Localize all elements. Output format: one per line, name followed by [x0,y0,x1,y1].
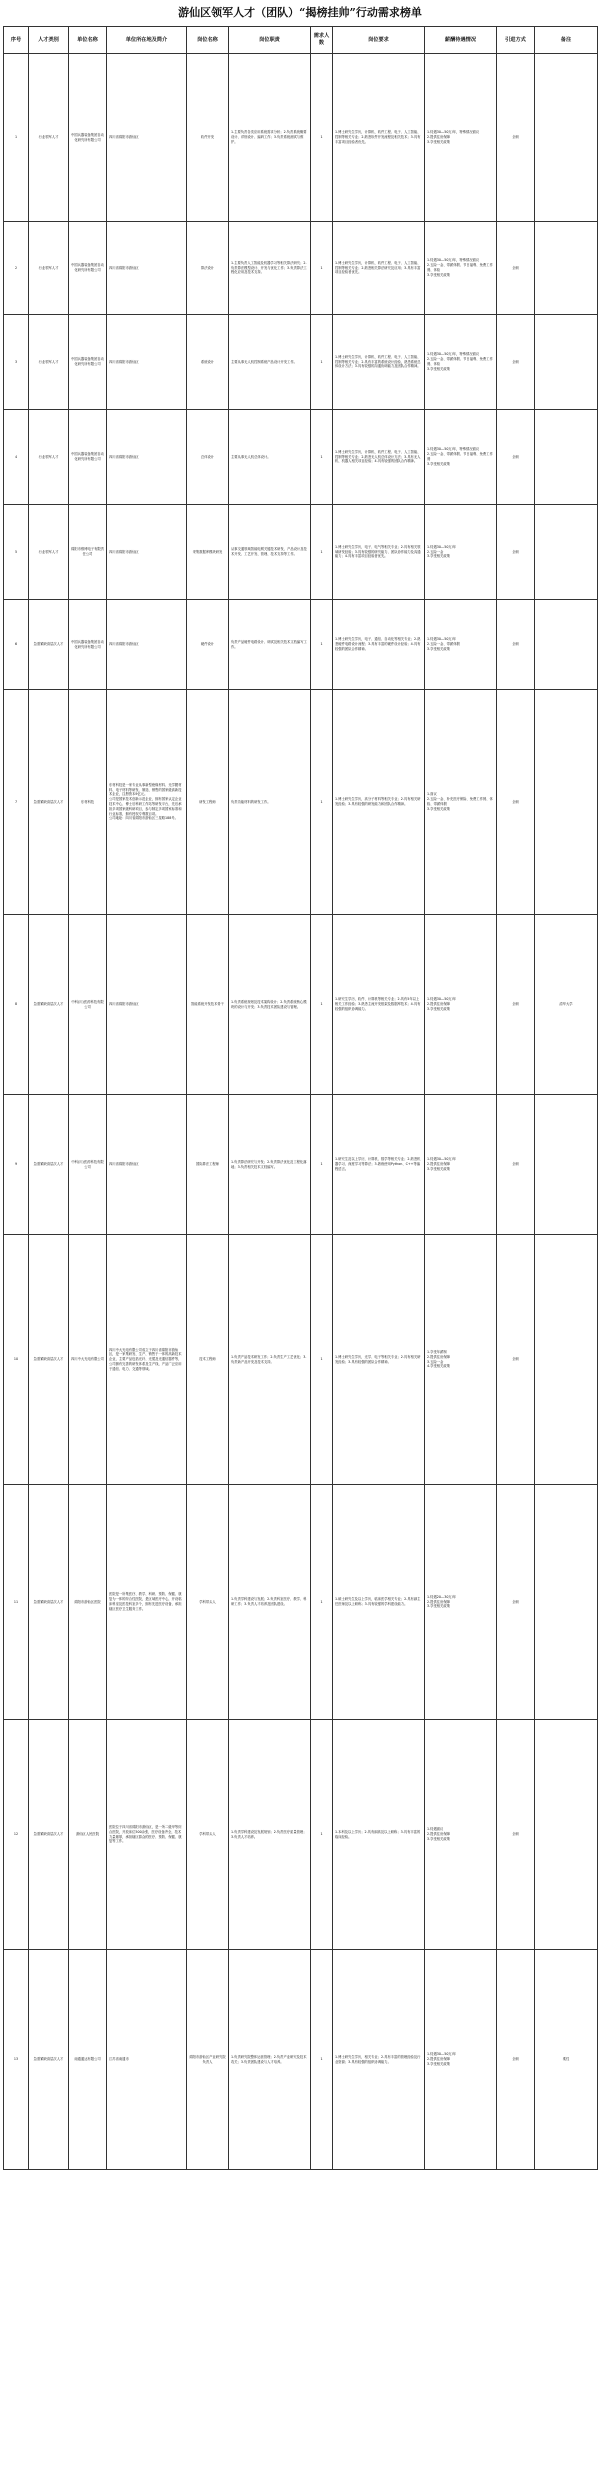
cell-company: 绵阳市维博电子有限责任公司 [69,505,107,600]
cell-no: 9 [4,1095,29,1235]
cell-requirements: 1.本科及以上学历；2.具有副高及以上职称；3.具有丰富的临床经验。 [333,1720,425,1950]
cell-category: 急需紧缺高层次人才 [29,690,69,915]
col-no: 序号 [4,27,29,54]
cell-company: 中国兵器装备集团自动化研究所有限公司 [69,315,107,410]
cell-no: 5 [4,505,29,600]
cell-method: 全职 [497,600,535,690]
cell-location: 四川省绵阳市游仙区 [107,54,187,222]
cell-count: 1 [311,690,333,915]
cell-salary: 1.待遇30—50万/年 2.提供住房保障 3.享受相关政策 [425,1095,497,1235]
cell-position: 算法设计 [187,222,229,315]
cell-count: 1 [311,915,333,1095]
cell-no: 1 [4,54,29,222]
cell-remark [535,1095,598,1235]
cell-method: 全职 [497,1720,535,1950]
cell-company: 四川中大光电有限公司 [69,1235,107,1485]
table-row [4,600,598,690]
cell-location: 四川中大光电有限公司成立于四川省绵阳市游仙区，是一家集研发、生产、销售于一体的高新技术企业，主要产品包括光纤、光缆及光通信器件等，公司拥有完善的研发体系及生产线，产品广泛应用于通信、电力、交通等领域。 [107,1235,187,1485]
cell-remark [535,690,598,915]
table-row [4,1950,598,2170]
cell-count: 1 [311,505,333,600]
cell-requirements: 1.博士研究生学历，计算机、软件工程、电子、人工智能、控制等相关专业；2.熟悉无人机总体设计方法；3.具有无人机、机器人相关项目经验；4.具有较强的团队合作精神。 [333,410,425,505]
cell-requirements: 1.博士研究生学历，高分子材料等相关专业；2.具有相关研发经验；3.具有较强的研发能力和团队合作精神。 [333,690,425,915]
cell-count: 1 [311,1235,333,1485]
cell-salary: 1.待遇30—50万/年，特殊情况面议 2.五险一金、带薪休假、节日福利、免费工作餐、体检 3.享受相关政策 [425,315,497,410]
cell-remark [535,54,598,222]
table-row [4,505,598,600]
cell-duties: 主要从事无人机控制系统产品设计开发工作。 [229,315,311,410]
cell-method: 全职 [497,915,535,1095]
cell-position: 智能系统开发技术骨干 [187,915,229,1095]
cell-method: 全职 [497,1095,535,1235]
col-method: 引进方式 [497,27,535,54]
cell-method: 全职 [497,222,535,315]
cell-location: 四川省绵阳市游仙区 [107,222,187,315]
requirements-table [3,26,598,2170]
cell-location: 四川省绵阳市游仙区 [107,1095,187,1235]
cell-company: 南通通达有限公司 [69,1950,107,2170]
cell-company: 中国兵器装备集团自动化研究所有限公司 [69,222,107,315]
cell-requirements: 1.博士研究生学历，计算机、软件工程、电子、人工智能、控制等相关专业；2.熟悉相关算法研究及应用；3.具有丰富项目经验者优先。 [333,222,425,315]
cell-remark: 清华大学 [535,915,598,1095]
cell-category: 急需紧缺高层次人才 [29,915,69,1095]
cell-no: 2 [4,222,29,315]
cell-no: 8 [4,915,29,1095]
cell-method: 全职 [497,1485,535,1720]
col-location: 单位所在地及简介 [107,27,187,54]
table-row [4,54,598,222]
cell-count: 1 [311,54,333,222]
cell-position: 国际算法工程师 [187,1095,229,1235]
cell-duties: 主要从事无人机总体设计。 [229,410,311,505]
cell-remark [535,1720,598,1950]
cell-method: 全职 [497,315,535,410]
cell-duties: 1.负责研究院整体运营管理；2.负责产业研究及技术攻关；3.负责团队建设与人才培养。 [229,1950,311,2170]
cell-remark [535,600,598,690]
cell-category: 急需紧缺高层次人才 [29,1950,69,2170]
cell-salary: 1.待遇面议 2.提供住房保障 3.享受相关政策 [425,1720,497,1950]
col-category: 人才类别 [29,27,69,54]
cell-salary: 1.待遇30—50万/年，特殊情况面议 2.提供住房保障 3.享受相关政策 [425,54,497,222]
cell-requirements: 1.博士研究生学历，光学、电子等相关专业；2.具有相关研发经验；3.具有较强的团队合作精神。 [333,1235,425,1485]
cell-requirements: 1.博士研究生学历，计算机、软件工程、电子、人工智能、控制等相关专业；2.熟悉软件开发流程及相关技术；3.具有丰富项目经验者优先。 [333,54,425,222]
cell-remark [535,315,598,410]
cell-count: 1 [311,1095,333,1235]
cell-company: 绵阳市游仙区医院 [69,1485,107,1720]
cell-no: 6 [4,600,29,690]
cell-category: 行业领军人才 [29,54,69,222]
cell-method: 全职 [497,410,535,505]
cell-location: 四川省绵阳市游仙区 [107,600,187,690]
col-requirements: 岗位要求 [333,27,425,54]
cell-category: 行业领军人才 [29,505,69,600]
cell-position: 绵阳市游仙区产业研究院负责人 [187,1950,229,2170]
cell-no: 10 [4,1235,29,1485]
cell-duties: 1.负责学科建设及发展规划；2.负责医疗质量管理；3.负责人才培养。 [229,1720,311,1950]
cell-duties: 1.负责学科建设与发展；2.负责科室医疗、教学、科研工作；3.负责人才培养及团队建设。 [229,1485,311,1720]
cell-category: 急需紧缺高层次人才 [29,1235,69,1485]
cell-position: 总体设计 [187,410,229,505]
cell-no: 3 [4,315,29,410]
cell-location: 江苏省南通市 [107,1950,187,2170]
cell-count: 1 [311,315,333,410]
cell-requirements: 1.博士研究生学历，电子、电气等相关专业；2.具有相关领域研发经验；3.具有较强的研究能力、团队协作能力及沟通能力；4.具有丰富项目经验者优先。 [333,505,425,600]
table-row [4,1720,598,1950]
cell-count: 1 [311,410,333,505]
cell-method: 全职 [497,1950,535,2170]
cell-salary: 1.面议 2.五险一金、补充医疗保险、免费工作餐、体检、带薪休假 3.享受相关政策 [425,690,497,915]
table-row [4,1235,598,1485]
cell-requirements: 1.博士研究生学历，电子、通信、自动化等相关专业；2.熟悉硬件电路设计流程；3.具有丰富的硬件设计经验；4.具有较强的团队合作精神。 [333,600,425,690]
cell-salary: 1.享受年薪制 2.提供住房保障 3.五险一金 4.享受相关政策 [425,1235,497,1485]
table-row [4,690,598,915]
cell-position: 软件开发 [187,54,229,222]
cell-company: 游仙区人民医院 [69,1720,107,1950]
cell-location: 四川省绵阳市游仙区 [107,915,187,1095]
cell-duties: 从事交通领域智能电网关键技术研发、产品设计及技术开发、工艺开发、管理、技术支持等工作。 [229,505,311,600]
cell-category: 行业领军人才 [29,315,69,410]
cell-no: 11 [4,1485,29,1720]
table-row [4,915,598,1095]
header-row [4,27,598,54]
table-row [4,1095,598,1235]
cell-category: 行业领军人才 [29,222,69,315]
col-position: 岗位名称 [187,27,229,54]
cell-company: 中国兵器装备集团自动化研究所有限公司 [69,54,107,222]
cell-count: 1 [311,1720,333,1950]
cell-company: 中科(川)医药科技有限公司 [69,1095,107,1235]
cell-duties: 1.负责产品技术研发工作；2.负责生产工艺优化；3.负责新产品开发及技术支持。 [229,1235,311,1485]
cell-category: 行业领军人才 [29,410,69,505]
cell-remark: 柔性 [535,1950,598,2170]
cell-method: 全职 [497,505,535,600]
cell-remark [535,410,598,505]
cell-remark [535,1235,598,1485]
cell-category: 急需紧缺高层次人才 [29,1485,69,1720]
cell-location: 四川省绵阳市游仙区 [107,410,187,505]
cell-remark [535,222,598,315]
cell-no: 7 [4,690,29,915]
col-remark: 备注 [535,27,598,54]
cell-position: 系统设计 [187,315,229,410]
col-salary: 薪酬待遇情况 [425,27,497,54]
cell-requirements: 1.博士研究生学历，相关专业；2.具有丰富的管理经验及行业资源；3.具有较强的组织协调能力。 [333,1950,425,2170]
cell-company: 东材科技 [69,690,107,915]
table-row [4,315,598,410]
cell-requirements: 1.硕士研究生及以上学历，临床医学相关专业；2.具有副主任医师及以上职称；3.具有较强的学科建设能力。 [333,1485,425,1720]
cell-duties: 1.负责算法研究与开发；2.负责算法优化及工程化落地；3.负责相关技术文档编写。 [229,1095,311,1235]
cell-requirements: 1.博士研究生学历，计算机、软件工程、电子、人工智能、控制等相关专业；2.具有丰富的系统设计经验，熟悉系统总体设计方法；3.具有较强的沟通协调能力及团队合作精神。 [333,315,425,410]
cell-company: 中科(川)医药科技有限公司 [69,915,107,1095]
cell-position: 学科带头人 [187,1720,229,1950]
cell-category: 急需紧缺高层次人才 [29,1095,69,1235]
cell-method: 全职 [497,690,535,915]
cell-requirements: 1.研究生学历，软件、计算机等相关专业；2.具有5年以上相关工作经验；3.熟悉主流开发框架及数据库技术；4.具有较强的组织协调能力。 [333,915,425,1095]
cell-salary: 1.待遇30—50万/年 2.提供住房保障 3.享受相关政策 [425,1950,497,2170]
cell-position: 研发工程师 [187,690,229,915]
col-count: 需求人数 [311,27,333,54]
cell-location: 四川省绵阳市游仙区 [107,505,187,600]
cell-salary: 1.待遇20—30万/年 2.提供住房保障 3.享受相关政策 [425,1485,497,1720]
col-company: 单位名称 [69,27,107,54]
cell-remark [535,1485,598,1720]
cell-salary: 1.待遇30—50万/年 2.五险一金、带薪休假 3.享受相关政策 [425,600,497,690]
table-row [4,410,598,505]
table-row [4,222,598,315]
cell-company: 中国兵器装备集团自动化研究所有限公司 [69,600,107,690]
cell-location: 医院位于四川省绵阳市游仙区，是一所二级甲等综合医院，开放床位500余张，医疗设备齐全，技术力量雄厚，承担辖区群众的医疗、预防、保健、康复等工作。 [107,1720,187,1950]
cell-duties: 负责功能材料的研发工作。 [229,690,311,915]
cell-count: 1 [311,1485,333,1720]
cell-remark [535,505,598,600]
cell-position: 硬件设计 [187,600,229,690]
cell-location: 四川省绵阳市游仙区 [107,315,187,410]
cell-count: 1 [311,222,333,315]
cell-count: 1 [311,600,333,690]
cell-no: 13 [4,1950,29,2170]
cell-no: 12 [4,1720,29,1950]
cell-duties: 负责产品硬件电路设计、调试及相关技术文档编写工作。 [229,600,311,690]
cell-method: 全职 [497,54,535,222]
page-title: 游仙区领军人才（团队）“揭榜挂帅”行动需求榜单 [178,6,422,19]
cell-category: 急需紧缺高层次人才 [29,600,69,690]
col-duties: 岗位职责 [229,27,311,54]
cell-no: 4 [4,410,29,505]
cell-position: 技术工程师 [187,1235,229,1485]
cell-company: 中国兵器装备集团自动化研究所有限公司 [69,410,107,505]
cell-category: 急需紧缺高层次人才 [29,1720,69,1950]
cell-location: 东材科技是一家专业从事新型绝缘材料、光学膜材料、电子材料等研发、制造、销售的国家级高新技术企业，注册资本9亿元。 公司是国家技术创新示范企业，拥有国家认定企业技术中心、博士后科研工作站等研发平台，先后承担多项国家级科研项目，参与制定多项国家标准和行业标准，拥有授权专利数百项。 公司地址：四川省绵阳市游仙区三星路188号。 [107,690,187,915]
cell-salary: 1.待遇30—50万/年 2.提供住房保障 3.享受相关政策 [425,915,497,1095]
cell-salary: 1.待遇30—50万/年，特殊情况面议 2.五险一金、带薪休假、节日福利、免费工作餐 3.享受相关政策 [425,410,497,505]
cell-method: 全职 [497,1235,535,1485]
cell-count: 1 [311,1950,333,2170]
cell-duties: 1.负责系统规划及技术架构设计；2.负责系统核心模块的设计与开发；3.负责技术团队建设与管理。 [229,915,311,1095]
cell-duties: 1.主要负责各类应用系统需求分析；2.负责系统概要设计、详细设计、编码工作；3.负责系统测试与维护。 [229,54,311,222]
cell-position: 学科带头人 [187,1485,229,1720]
cell-requirements: 1.研究生及以上学历，计算机、数学等相关专业；2.熟悉机器学习、深度学习等算法；3.熟练使用Python、C++等编程语言。 [333,1095,425,1235]
cell-salary: 1.待遇30—50万/年 2.五险一金 3.享受相关政策 [425,505,497,600]
cell-position: 采集数据库模块研发 [187,505,229,600]
cell-location: 医院是一所集医疗、教学、科研、预防、保健、康复为一体的综合性医院，是区域医疗中心，开设临床科室及医技科室多个，拥有先进医疗设备，承担辖区医疗卫生服务工作。 [107,1485,187,1720]
table-row [4,1485,598,1720]
cell-duties: 1.主要负责人工智能及机器学习等相关算法研究；2.负责算法模型设计、开发与优化工作；3.负责算法工程化应用及技术支持。 [229,222,311,315]
cell-salary: 1.待遇30—50万/年，特殊情况面议 2.五险一金、带薪休假、节日福利、免费工作餐、体检 3.享受相关政策 [425,222,497,315]
